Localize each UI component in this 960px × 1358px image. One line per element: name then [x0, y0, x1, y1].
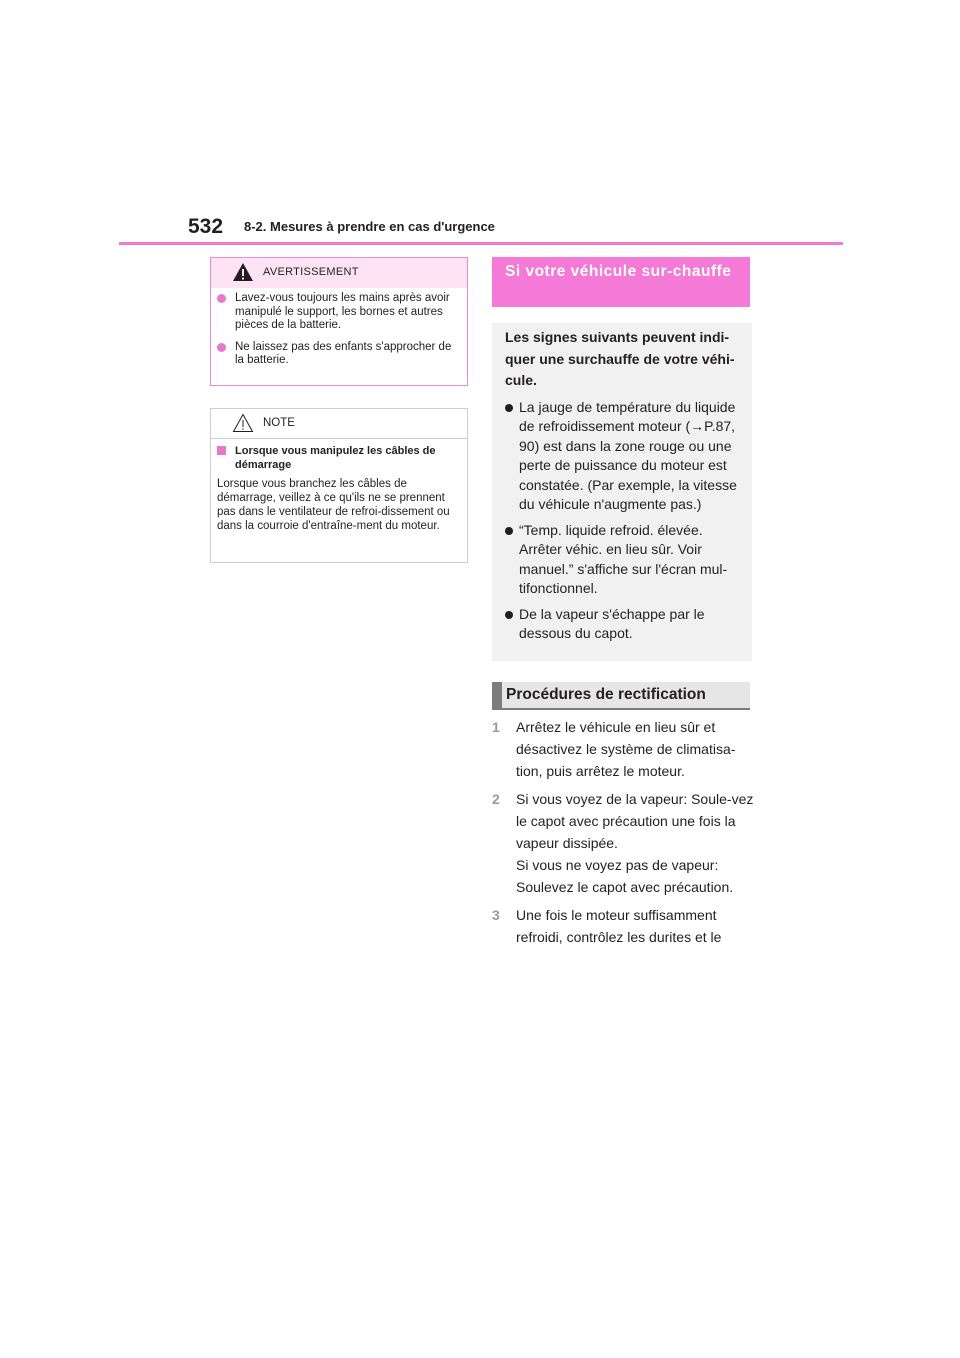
overheat-intro: Les signes suivants peuvent indi-quer une surchauffe de votre véhi-cule.	[505, 329, 735, 388]
warning-item	[217, 292, 459, 333]
list-item-text: La jauge de température du liquide de refroidissement moteur (→P.87, 90) est dans la zone rouge ou une perte de puissance du moteur est constatée. (Par exemple, la vitesse du véhicule n'augmente pas.)	[519, 398, 737, 512]
step-2	[492, 788, 754, 898]
page-number: 532	[188, 215, 224, 238]
step-number: 3	[492, 907, 500, 923]
note-text: Lorsque vous branchez les câbles de démarrage, veillez à ce qu'ils ne se prennent pas dans le ventilateur de refroi-dissement ou dans la courroie d'entraîne-ment du moteur.	[217, 478, 450, 532]
procedure-steps	[492, 716, 754, 954]
step-number: 1	[492, 719, 500, 735]
step-number: 2	[492, 791, 500, 807]
step-3	[492, 904, 754, 948]
caution-triangle-icon	[232, 413, 254, 433]
note-label: NOTE	[263, 417, 295, 429]
section-title: 8-2. Mesures à prendre en cas d'urgence	[244, 219, 495, 234]
overheat-signs-box	[492, 323, 752, 661]
step-text: Si vous ne voyez pas de vapeur: Soulevez le capot avec précaution.	[516, 857, 734, 895]
list-item-text: “Temp. liquide refroid. élevée. Arrêter véhic. en lieu sûr. Voir manuel.” s'affiche sur l'écran mul-tifonctionnel.	[519, 521, 728, 596]
step-1	[492, 716, 754, 782]
pink-square-icon	[217, 446, 226, 455]
step-text: Si vous voyez de la vapeur: Soule-vez le capot avec précaution une fois la vapeur dissipée.	[516, 791, 754, 851]
bullet-icon	[505, 527, 513, 535]
warning-triangle-icon	[232, 262, 254, 282]
note-subheading	[217, 444, 459, 472]
bullet-icon	[505, 404, 513, 412]
warning-header	[211, 258, 467, 288]
list-item	[505, 605, 740, 644]
list-item-text: De la vapeur s'échappe par le dessous du capot.	[519, 605, 705, 641]
warning-item-text: Lavez-vous toujours les mains après avoir manipulé le support, les bornes et autres pièces de la batterie.	[235, 292, 450, 331]
overheat-sign-list	[505, 398, 740, 644]
warning-box	[210, 257, 468, 386]
step-text: Une fois le moteur suffisamment refroidi, contrôlez les durites et le	[516, 907, 722, 945]
list-item	[505, 521, 740, 599]
step-text: Arrêtez le véhicule en lieu sûr et désactivez le système de climatisa-tion, puis arrêtez le moteur.	[516, 719, 736, 779]
pink-bullet-icon	[217, 343, 226, 352]
warning-label: AVERTISSEMENT	[263, 266, 359, 278]
note-box	[210, 408, 468, 563]
pink-bullet-icon	[217, 294, 226, 303]
bullet-icon	[505, 611, 513, 619]
list-item	[505, 398, 740, 515]
note-subheading-text: Lorsque vous manipulez les câbles de démarrage	[235, 445, 436, 471]
header-rule	[119, 242, 843, 245]
warning-item	[217, 341, 459, 368]
overheat-heading: Si votre véhicule sur-chauffe	[492, 257, 750, 307]
warning-item-text: Ne laissez pas des enfants s'approcher de la batterie.	[235, 340, 452, 366]
note-header	[211, 409, 467, 439]
procedure-heading: Procédures de rectification	[492, 682, 750, 710]
